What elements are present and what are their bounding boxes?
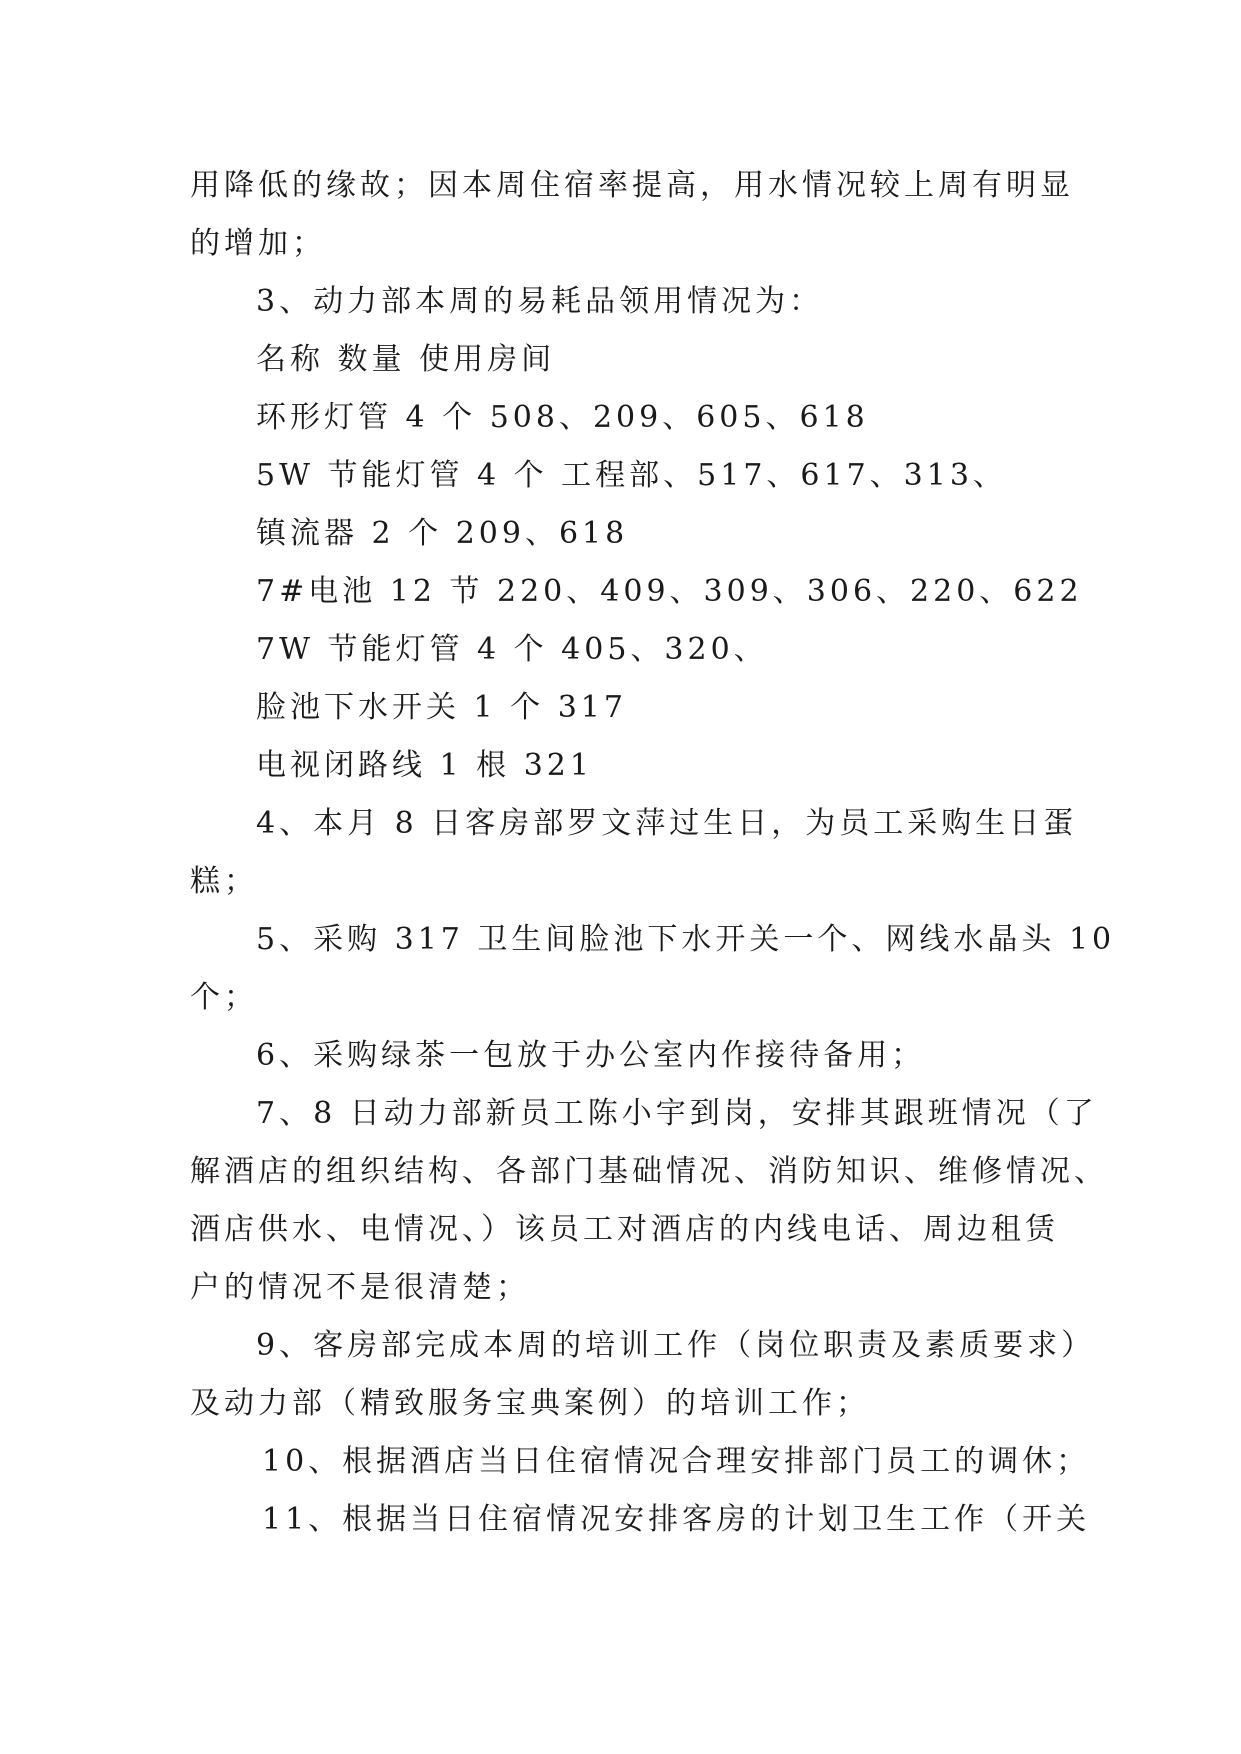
text-line: 个； <box>190 980 258 1015</box>
text-line: 及动力部（精致服务宝典案例）的培训工作； <box>190 1386 870 1421</box>
text-line: 3、动力部本周的易耗品领用情况为： <box>256 284 824 319</box>
text-line: 户的情况不是很清楚； <box>190 1270 530 1305</box>
text-line: 环形灯管 4 个 508、209、605、618 <box>256 400 869 435</box>
text-line: 解酒店的组织结构、各部门基础情况、消防知识、维修情况、 <box>190 1154 1108 1189</box>
text-line: 糕； <box>190 864 258 899</box>
text-line: 的增加； <box>190 226 326 261</box>
text-line: 4、本月 8 日客房部罗文萍过生日，为员工采购生日蛋 <box>256 806 1078 841</box>
text-line: 用降低的缘故；因本周住宿率提高，用水情况较上周有明显 <box>190 168 1074 203</box>
text-line: 10、根据酒店当日住宿情况合理安排部门员工的调休； <box>262 1444 1091 1479</box>
text-line: 5、采购 317 卫生间脸池下水开关一个、网线水晶头 10 <box>256 922 1116 957</box>
text-line: 镇流器 2 个 209、618 <box>256 516 629 551</box>
text-line: 脸池下水开关 1 个 317 <box>256 690 627 725</box>
text-line: 7W 节能灯管 4 个 405、320、 <box>256 632 768 667</box>
text-line: 名称 数量 使用房间 <box>256 342 556 377</box>
text-line: 电视闭路线 1 根 321 <box>256 748 593 783</box>
text-line: 7#电池 12 节 220、409、309、306、220、622 <box>256 574 1083 609</box>
text-line: 酒店供水、电情况、）该员工对酒店的内线电话、周边租赁 <box>190 1212 1059 1247</box>
text-line: 7、8 日动力部新员工陈小宇到岗，安排其跟班情况（了 <box>256 1096 1098 1131</box>
text-line: 11、根据当日住宿情况安排客房的计划卫生工作（开关 <box>262 1502 1091 1537</box>
text-line: 5W 节能灯管 4 个 工程部、517、617、313、 <box>256 458 1007 493</box>
text-line: 6、采购绿茶一包放于办公室内作接待备用； <box>256 1038 926 1073</box>
text-line: 9、客房部完成本周的培训工作（岗位职责及素质要求） <box>256 1328 1096 1363</box>
